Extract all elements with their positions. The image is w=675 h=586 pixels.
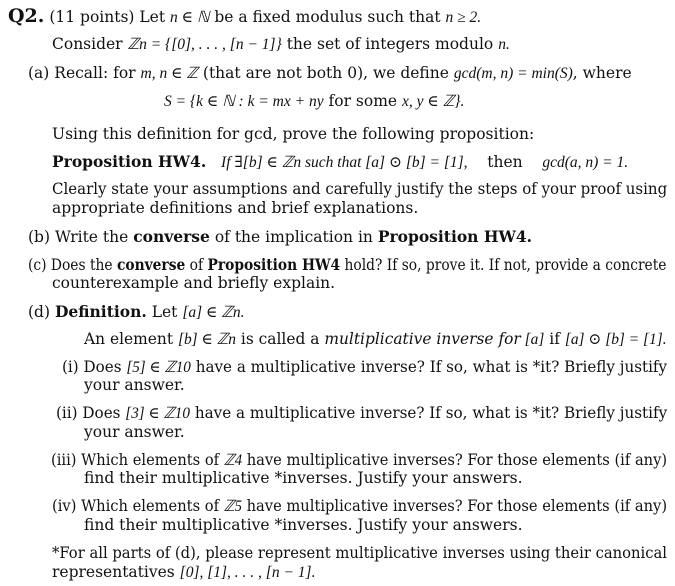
- math-a: [a]: [520, 331, 545, 348]
- math-canonical-reps: [0], [1], . . . , [n − 1].: [179, 564, 316, 581]
- part-d-label: (d): [28, 303, 51, 321]
- math-zero: 0: [347, 64, 358, 82]
- sub-ii-label: (ii): [56, 404, 78, 422]
- footnote-text: representatives: [52, 563, 180, 581]
- question-header: [8, 6, 481, 28]
- sub-i-text-2: have a multiplicative inverse? If so, what is *it? Briefly justify: [190, 358, 668, 376]
- part-a-recall: [28, 65, 632, 83]
- consider-text: Consider: [52, 35, 128, 53]
- sub-iv-text: Which elements of: [81, 497, 224, 515]
- sub-i-line-2: your answer.: [84, 376, 185, 394]
- sub-iii-text-2: have multiplicative inverses? For those elements (if any): [242, 451, 668, 469]
- math-ab-eq-1: [a] ⊙ [b] = [1].: [564, 331, 667, 348]
- math-b-in-Zn: [b] ∈ ℤn: [177, 331, 237, 348]
- set-def-text: for some: [323, 92, 403, 110]
- sub-i-label: (i): [62, 358, 79, 376]
- using-definition: Using this definition for gcd, prove the following proposition:: [52, 125, 535, 143]
- part-c-text-2: of: [185, 256, 208, 274]
- recall-text-2: (that are not both: [197, 64, 348, 82]
- math-gcd-def: gcd(m, n) = min(S): [453, 65, 573, 82]
- mult-inverse-term: multiplicative inverse for: [324, 330, 521, 348]
- part-a-label: (a): [28, 64, 50, 82]
- sub-iv-label: (iv): [52, 497, 77, 515]
- sub-ii-text: Does: [82, 404, 126, 422]
- clearly-line-2: appropriate definitions and brief explanations.: [52, 199, 419, 217]
- math-Z5: ℤ5: [223, 498, 242, 515]
- math-n: n.: [498, 36, 510, 53]
- footnote-line-2: [52, 564, 315, 582]
- part-c-line-1: [28, 256, 666, 275]
- proposition-then: then: [487, 153, 523, 171]
- math-a-in-Zn: [a] ∈ ℤn.: [182, 304, 245, 321]
- proposition-ref: Proposition HW4.: [377, 227, 533, 246]
- math-set-S: S = {k ∈ ℕ : k = mx + ny: [164, 93, 324, 110]
- sub-i-line-1: [62, 359, 667, 377]
- clearly-line-1: Clearly state your assumptions and carefully justify the steps of your proof using: [52, 180, 668, 198]
- part-c-line-2: counterexample and briefly explain.: [52, 274, 336, 292]
- part-b: [28, 228, 532, 247]
- math-5-in-Z10: [5] ∈ ℤ10: [126, 359, 191, 376]
- math-mn-in-Z: m, n ∈ ℤ: [140, 65, 198, 82]
- sub-iv-line-1: [52, 498, 667, 516]
- question-label: Q2.: [8, 5, 45, 27]
- sub-ii-text-2: have a multiplicative inverse? If so, what is *it? Briefly justify: [190, 404, 668, 422]
- intro-text-2: be a fixed modulus such that: [209, 8, 446, 26]
- intro-line-2: [52, 36, 510, 54]
- converse-bold: converse: [133, 227, 210, 246]
- part-c-text-3: hold? If so, prove it. If not, provide a concrete: [340, 256, 667, 274]
- math-n-in-N: n ∈ ℕ: [170, 9, 210, 26]
- sub-iii-line-2: find their multiplicative *inverses. Justify your answers.: [84, 469, 523, 487]
- sub-iii-line-1: [51, 452, 667, 470]
- question-points: (11 points): [49, 8, 135, 26]
- proposition-label: Proposition HW4.: [52, 152, 207, 171]
- sub-ii-line-2: your answer.: [84, 423, 185, 441]
- definition-text: Let: [146, 303, 183, 321]
- part-b-text: Write the: [54, 228, 134, 246]
- sub-iii-label: (iii): [51, 451, 77, 469]
- recall-text: Recall: for: [54, 64, 141, 82]
- part-c-label: (c): [28, 256, 47, 274]
- math-Z4: ℤ4: [223, 452, 243, 469]
- recall-text-4: , where: [572, 64, 632, 82]
- elem-text: An element: [84, 330, 178, 348]
- math-xy-in-Z: x, y ∈ ℤ}.: [402, 93, 465, 110]
- sub-iv-line-2: find their multiplicative *inverses. Justify your answers.: [84, 516, 523, 534]
- sub-ii-line-1: [56, 405, 667, 423]
- math-n-ge-2: n ≥ 2.: [445, 9, 482, 26]
- proposition-ref: Proposition HW4: [207, 255, 341, 274]
- sub-i-text: Does: [83, 358, 127, 376]
- math-zn-def: ℤn = {[0], . . . , [n − 1]}: [127, 36, 282, 53]
- math-3-in-Z10: [3] ∈ ℤ10: [125, 405, 191, 422]
- part-c-text: Does the: [50, 256, 117, 274]
- sub-iii-text: Which elements of: [81, 451, 224, 469]
- footnote-line-1: *For all parts of (d), please represent multiplicative inverses using their canonical: [52, 544, 668, 562]
- intro-text: Let: [139, 8, 171, 26]
- part-b-text-2: of the implication in: [209, 228, 378, 246]
- sub-iv-text-2: have multiplicative inverses? For those elements (if any): [241, 497, 668, 515]
- definition-label: Definition.: [54, 302, 147, 321]
- multiplicative-inverse-def: [84, 331, 667, 349]
- set-description: the set of integers modulo: [281, 35, 499, 53]
- recall-text-3: ), we define: [357, 64, 454, 82]
- set-definition: [164, 93, 464, 111]
- proposition-hypothesis: If ∃[b] ∈ ℤn such that [a] ⊙ [b] = [1],: [221, 154, 468, 171]
- elem-text-2: is called a: [236, 330, 325, 348]
- part-d-definition: [28, 303, 245, 322]
- converse-bold: converse: [116, 255, 186, 274]
- proposition-hw4: [52, 153, 628, 172]
- part-b-label: (b): [28, 228, 51, 246]
- proposition-conclusion: gcd(a, n) = 1.: [542, 154, 629, 171]
- elem-text-3: if: [544, 330, 565, 348]
